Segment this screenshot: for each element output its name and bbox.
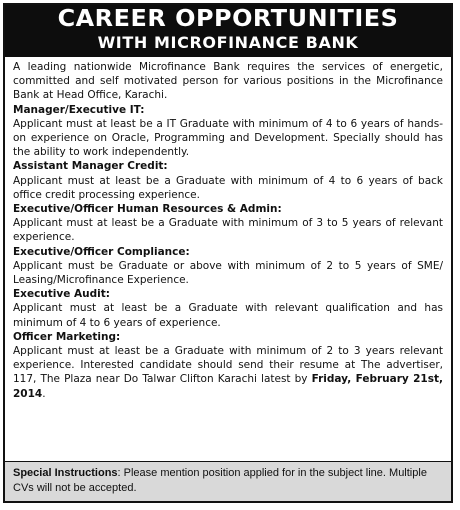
header-subtitle: WITH MICROFINANCE BANK (97, 33, 359, 52)
closing-text: Interested candidate should send their resume at The advertiser, 117, The Plaza near Do Talwar Clifton Karachi latest by (13, 359, 444, 386)
position-title-marketing: Officer Marketing: (13, 330, 121, 343)
special-instructions-label: Special Instructions (13, 467, 118, 479)
job-advertisement (3, 3, 453, 503)
deadline-date: Friday, February 21st, 2014 (13, 373, 443, 400)
position-title-credit: Assistant Manager Credit: (13, 160, 168, 173)
intro-paragraph: A leading nationwide Microfinance Bank requires the services of energetic, committed and self motivated person for various positions in the Microfinance Bank at Head Office, Karachi. (13, 61, 443, 102)
ad-body (5, 57, 451, 401)
position-text-marketing-body: Applicant must at least be a Graduate with minimum of 2 to 3 years relevant experience. (13, 345, 443, 372)
position-title-compliance: Executive/Officer Compliance: (13, 245, 190, 258)
position-text-marketing (13, 344, 443, 401)
header-title: CAREER OPPORTUNITIES (57, 6, 399, 32)
position-title-audit: Executive Audit: (13, 288, 110, 301)
ad-header (5, 5, 451, 57)
position-title-hr: Executive/Officer Human Resources & Admin: (13, 203, 282, 216)
position-title-it: Manager/Executive IT: (13, 103, 145, 116)
position-text-it: Applicant must at least be a IT Graduate with minimum of 4 to 6 years of hands-on experience on Oracle, Programming and Development. Specially should has the ability to work independently. (13, 117, 443, 159)
position-text-audit: Applicant must at least be a Graduate with relevant qualification and has minimum of 4 to 6 years of experience. (13, 302, 443, 329)
special-instructions-box (5, 461, 451, 501)
position-text-hr: Applicant must at least be a Graduate with minimum of 3 to 5 years of relevant experience. (13, 217, 443, 244)
position-text-credit: Applicant must at least be a Graduate with minimum of 4 to 6 years of back office credit processing experience. (13, 174, 443, 201)
special-instructions-text: : Please mention position applied for in the subject line. Multiple CVs will not be accepted. (13, 467, 427, 494)
closing-period: . (42, 387, 46, 400)
position-text-compliance: Applicant must be Graduate or above with minimum of 2 to 5 years of SME/ Leasing/Microfinance Experience. (13, 259, 443, 287)
